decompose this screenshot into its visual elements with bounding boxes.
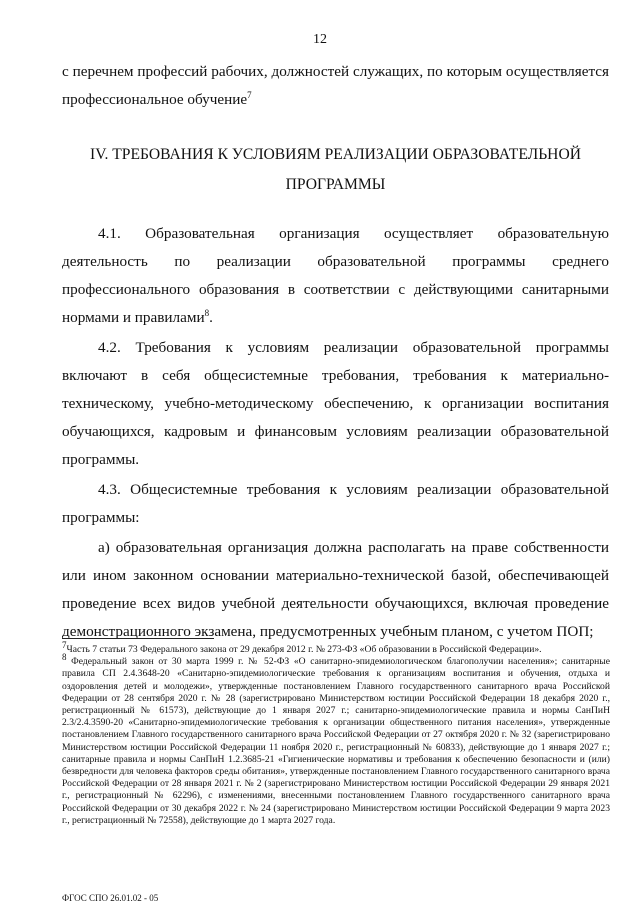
footnote-ref-7: 7 (247, 89, 252, 100)
page-number: 12 (313, 32, 327, 47)
footnotes (62, 639, 610, 827)
continuation-text: с перечнем профессий рабочих, должностей служащих, по которым осуществляется профессиональное обучение (62, 63, 609, 108)
footnote-8: $^8$ Федеральный закон от 30 марта 1999 г. № 52-ФЗ «О санитарно-эпидемиологическом благополучии населения»; санитарные правила СП 2.4.3648-20 «Санитарно-эпидемиологические требования к организациям воспитания и обучения, отдыха и оздоровления детей и молодежи», утвержденные постановлением Главного государственного санитарного врача Российской Федерации от 28 сентября 2020 г. № 28 (зарегистрировано Министерством юстиции Российской Федерации 18 декабря 2020 г., регистрационный № 61573), действующие до 1 января 2027 г.; санитарно-эпидемиологические правила и нормы СанПиН 2.3/2.4.3590-20 «Санитарно-эпидемиологические требования к организации общественного питания населения», утвержденные постановлением Главного государственного санитарного врача Российской Федерации от 27 октября 2020 г. № 32 (зарегистрировано Министерством юстиции Российской Федерации 11 ноября 2020 г., регистрационный № 60833), действующие до 1 января 2027 г.; санитарные правила и нормы СанПиН 1.2.3685-21 «Гигиенические нормативы и требования к обеспечению безопасности и (или) безвредности для человека факторов среды обитания», утвержденные постановлением Главного государственного санитарного врача Российской Федерации от 28 января 2021 г. № 2 (зарегистрировано Министерством юстиции Российской Федерации 29 января 2021 г., регистрационный № 62296), с изменениями, внесенными постановлением Главного государственного санитарного врача Российской Федерации от 30 декабря 2022 г. № 24 (зарегистрировано Министерством юстиции Российской Федерации 9 марта 2023 г., регистрационный № 72558), действующие до 1 марта 2027 года. (62, 652, 610, 826)
paragraph-4-2: 4.2. Требования к условиям реализации образовательной программы включают в себя общесистемные требования, требования к материально-техническому, учебно-методическому обеспечению, к организации воспитания обучающихся, кадровым и финансовым условиям реализации образовательной программы. (62, 339, 609, 468)
paragraph-4-1: 4.1. Образовательная организация осуществляет образовательную деятельность по реализации образовательной программы среднего профессионального образования в соответствии с действующими санитарными нормами и правилами$^8$. (62, 225, 609, 326)
footnote-separator (62, 638, 214, 639)
main-body (62, 220, 609, 646)
footnote-ref-8: 8 (204, 307, 210, 318)
continuation-paragraph (62, 58, 609, 114)
section-heading: IV. ТРЕБОВАНИЯ К УСЛОВИЯМ РЕАЛИЗАЦИИ ОБРАЗОВАТЕЛЬНОЙ ПРОГРАММЫ (90, 146, 581, 193)
footnote-7: $^7$Часть 7 статьи 73 Федерального закона от 29 декабря 2012 г. № 273-ФЗ «Об образовании в Российской Федерации». (62, 639, 542, 655)
paragraph-4-3-a: а) образовательная организация должна располагать на праве собственности или ином законном основании материально-технической базой, обеспечивающей проведение всех видов учебной деятельности обучающихся, включая проведение демонстрационного экзамена, предусмотренных учебным планом, с учетом ПОП; (62, 539, 609, 640)
document-code-footer: ФГОС СПО 26.01.02 - 05 (62, 893, 159, 903)
paragraph-4-3: 4.3. Общесистемные требования к условиям реализации образовательной программы: (62, 481, 609, 526)
